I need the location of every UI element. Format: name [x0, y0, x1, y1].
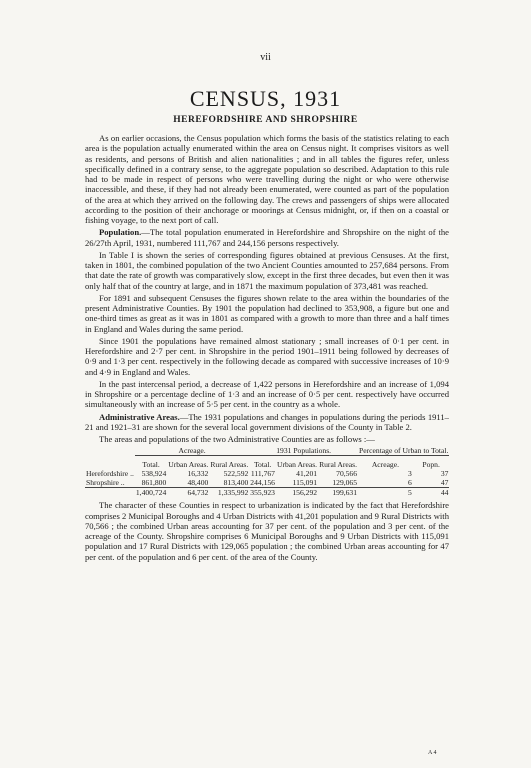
- group-populations: 1931 Populations.: [276, 446, 332, 456]
- cell-acreage-total: 538,924: [141, 469, 167, 479]
- col-acreage-rural: Rural Areas.: [210, 460, 249, 470]
- paragraph-table1: In Table I is shown the series of corresponding figures obtained at previous Censuses. At the first, taken in 1801, the combined population of the two Ancient Counties amounted to 257,684 persons. From that date the rate of growth was comparatively slow, except in the first three decades, but even then it was only half that of the country at large, and in 1871 the maximum population of 373,481 was reached.: [85, 249, 449, 291]
- table-row: [85, 469, 449, 478]
- cell-pop-total: 111,767: [250, 469, 275, 479]
- page-subtitle: HEREFORDSHIRE AND SHROPSHIRE: [173, 115, 358, 125]
- table-total-row: [85, 488, 449, 498]
- total-acreage-rural: 1,335,992: [209, 488, 249, 498]
- group-acreage: Acreage.: [178, 446, 206, 456]
- page-number: vii: [260, 52, 271, 63]
- cell-pop-urban: 41,201: [296, 469, 318, 479]
- paragraph-table-intro: The areas and populations of the two Administrative Counties are as follows :—: [99, 434, 375, 444]
- signature-mark: A 4: [428, 750, 437, 756]
- cell-pct-popn: 47: [440, 478, 449, 488]
- total-acreage-total: 1,400,724: [135, 488, 167, 498]
- col-pop-total: Total.: [253, 460, 272, 470]
- paragraph-population-text: —The total population enumerated in Herefordshire and Shropshire on the night of the 26/27th April, 1931, numbered 111,767 and 244,156 persons respectively.: [85, 227, 449, 248]
- cell-pct-acreage: 3: [408, 469, 412, 479]
- page-title: CENSUS, 1931: [189, 86, 342, 111]
- county-name: Herefordshire ..: [86, 469, 134, 479]
- cell-pct-acreage: 6: [408, 478, 412, 488]
- cell-pop-rural: 70,566: [336, 469, 358, 479]
- col-pct-popn: Popn.: [422, 460, 440, 470]
- run-in-heading-admin-areas: Administrative Areas.: [99, 411, 180, 422]
- col-pct-acreage: Acreage.: [371, 460, 400, 470]
- cell-pct-popn: 37: [440, 469, 449, 479]
- cell-acreage-total: 861,800: [141, 478, 167, 488]
- cell-acreage-rural: 813,400: [223, 478, 249, 488]
- cell-acreage-urban: 16,332: [187, 469, 209, 479]
- cell-pop-urban: 115,091: [292, 478, 318, 488]
- table-row: [85, 478, 449, 488]
- areas-table: [85, 446, 449, 497]
- col-acreage-total: Total.: [142, 460, 160, 470]
- paragraph-intercensal: In the past intercensal period, a decrease of 1,422 persons in Herefordshire and an increase of 1,094 in Shropshire or a percentage decline of 1·3 and an increase of 0·5 per cent. respectively have occurred simultaneously with an increase of 5·5 per cent. in the country as a whole.: [85, 378, 449, 410]
- table-group-header-row: [85, 446, 449, 456]
- cell-acreage-rural: 522,592: [223, 469, 249, 479]
- col-pop-rural: Rural Areas.: [319, 460, 358, 470]
- paragraph-enumeration: As on earlier occasions, the Census population which forms the basis of the statistics relating to each area is the population actually enumerated within the area on Census night. It comprises visitors as well as residents, and persons of British and alien nationalities ; and in all tables the figures refer, unless specifically defined in a contrary sense, to the aggregate population so described. Adaptation to this rule had to be made in respect of persons who were travelling during the night or who were otherwise inaccessible, and these, if they had not already been enumerated, were counted as part of the population of the area at which they arrived on the following day. The crews and passengers of ships were allocated according to the position of their anchorage or moorings at Census midnight, or, if then on a coastal or fishing voyage, to the next port of call.: [85, 133, 449, 225]
- total-pct-popn: 44: [413, 488, 450, 498]
- total-acreage-urban: 64,732: [167, 488, 209, 498]
- group-percentage: Percentage of Urban to Total.: [359, 446, 449, 456]
- paragraph-admin-areas: [85, 412, 449, 433]
- body-text: [85, 133, 449, 564]
- cell-pop-total: 244,156: [250, 478, 275, 488]
- paragraph-population: [85, 227, 449, 248]
- total-pct-acreage: 5: [358, 488, 413, 498]
- cell-acreage-urban: 48,400: [187, 478, 209, 488]
- paragraph-1901: Since 1901 the populations have remained almost stationary ; small increases of 0·1 per cent. in Herefordshire and 2·7 per cent. in Shropshire in the period 1901–1911 being followed by decreases of 0·9 and 1·3 per cent. respectively in the following decade as compared with successive increases of 10·9 and 4·9 in England and Wales.: [85, 335, 449, 377]
- col-acreage-urban: Urban Areas.: [168, 460, 209, 470]
- paragraph-urbanization: The character of these Counties in respect to urbanization is indicated by the fact that Herefordshire comprises 2 Municipal Boroughs and 4 Urban Districts with 41,201 population and 9 Rural Districts with 70,566 ; the combined Urban areas accounting for 37 per cent. of the population and 3 per cent. of the acreage of the County. Shropshire comprises 6 Municipal Boroughs and 9 Urban Districts with 115,091 population and 17 Rural Districts with 129,065 population ; the combined Urban areas accounting for 47 per cent. of the population and 6 per cent. of the area of the County.: [85, 500, 449, 562]
- cell-pop-rural: 129,065: [332, 478, 358, 488]
- total-pop-total: 355,923: [250, 488, 275, 498]
- paragraph-admin-areas-text: —The 1931 populations and changes in populations during the periods 1911–21 and 1921–31 are shown for the several local government divisions of the County in Table 2.: [85, 411, 449, 432]
- paragraph-1891: For 1891 and subsequent Censuses the figures shown relate to the area within the boundaries of the present Administrative Counties. By 1901 the population had declined to 353,908, a figure but one and one-third times as great as it was in 1801 as compared with a growth to more than three and a half times in England and Wales during the same period.: [85, 292, 449, 334]
- total-pop-urban: 156,292: [276, 488, 318, 498]
- run-in-heading-population: Population.: [99, 227, 142, 238]
- table-column-header-row: [85, 460, 449, 469]
- total-pop-rural: 199,631: [318, 488, 358, 498]
- col-pop-urban: Urban Areas.: [276, 460, 318, 470]
- county-name: Shropshire ..: [86, 478, 125, 488]
